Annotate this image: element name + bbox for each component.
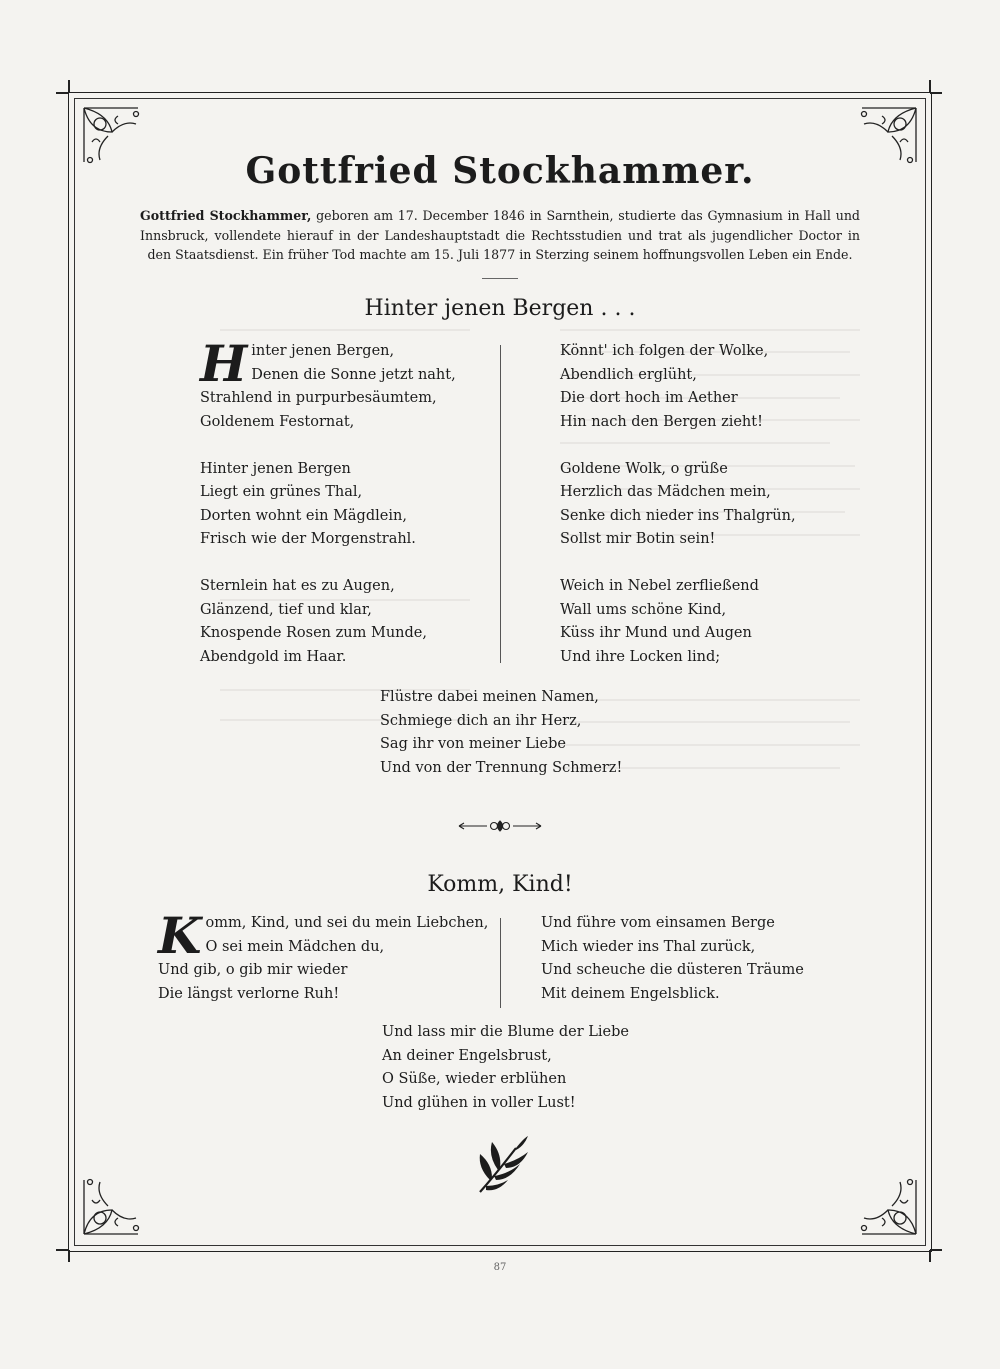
frame-extension-line [930,1249,942,1251]
verse-line: Und scheuche die düsteren Träume [541,962,804,978]
frame-extension-line [929,1250,931,1262]
verse-line: Goldenem Festornat, [200,413,355,430]
verse-line: Flüstre dabei meinen Namen, [380,689,599,705]
poem1-left-column [200,334,490,693]
verse-line: An deiner Engelsbrust, [382,1047,552,1064]
poem-title-1: Hinter jenen Bergen . . . [364,296,636,321]
verse-line: Und führe vom einsamen Berge [541,915,775,931]
frame-extension-line [929,80,931,92]
verse-line: Mich wieder ins Thal zurück, [541,938,756,955]
verse-line: Glänzend, tief und klar, [200,601,372,618]
verse-line: Sollst mir Botin sein! [560,531,716,547]
stanza [200,458,490,552]
poem1-right-column [560,340,860,693]
frame-extension-line [56,92,68,94]
frame-extension-line [68,80,70,92]
verse-line: Und gib, o gib mir wieder [158,962,348,978]
divider-ornament-icon [455,818,545,834]
bio-name: Gottfried Stockhammer, [140,208,312,223]
biography-paragraph [140,206,860,265]
verse-line: Herzlich das Mädchen mein, [560,484,771,500]
verse-line: Goldene Wolk, o grüße [560,460,728,477]
poem1-center-stanza [380,686,680,780]
verse-line: Hinter jenen Bergen [200,460,351,477]
stanza [560,458,860,552]
drop-cap-initial: H [200,334,248,393]
section-rule [482,278,518,279]
poem2-left-column [158,906,493,1006]
column-divider [500,345,501,663]
verse-line: Schmiege dich an ihr Herz, [380,712,582,729]
verse-line: Könnt' ich folgen der Wolke, [560,343,769,359]
verse-line: O sei mein Mädchen du, [205,938,385,955]
stanza [560,340,860,434]
column-divider [500,918,501,1008]
verse-line: Knospende Rosen zum Munde, [200,625,427,641]
poem2-right-column [541,912,841,1006]
verse-line: Mit deinem Engelsblick. [541,985,720,1002]
verse-line: Und ihre Locken lind; [560,648,721,665]
verse-line: Küss ihr Mund und Augen [560,625,752,641]
verse-line: Und lass mir die Blume der Liebe [382,1024,629,1040]
verse-line: Frisch wie der Morgenstrahl. [200,531,416,547]
verse-line: Sternlein hat es zu Augen, [200,578,395,594]
verse-line: Hin nach den Bergen zieht! [560,413,763,430]
frame-extension-line [56,1249,68,1251]
corner-ornament-icon [78,1170,148,1240]
leaf-branch-icon [472,1134,532,1196]
verse-line: Denen die Sonne jetzt naht, [251,366,456,383]
poem-title-2: Komm, Kind! [427,872,573,897]
verse-line: Sag ihr von meiner Liebe [380,736,566,752]
verse-line: Die dort hoch im Aether [560,390,738,406]
stanza [200,334,490,434]
verse-line: inter jenen Bergen, [251,343,395,359]
page-title: Gottfried Stockhammer. [245,150,755,192]
corner-ornament-icon [852,1170,922,1240]
verse-line: Die längst verlorne Ruh! [158,985,340,1002]
verse-line: omm, Kind, und sei du mein Liebchen, [205,915,489,931]
frame-extension-line [930,92,942,94]
frame-extension-line [68,1250,70,1262]
verse-line: Wall ums schöne Kind, [560,601,727,618]
verse-line: Senke dich nieder ins Thalgrün, [560,507,796,524]
verse-line: Weich in Nebel zerfließend [560,578,759,594]
verse-line: Liegt ein grünes Thal, [200,484,363,500]
verse-line: Und von der Trennung Schmerz! [380,759,623,776]
drop-cap-initial: K [158,906,202,965]
poem2-center-stanza [382,1021,682,1115]
verse-line: Abendgold im Haar. [200,648,347,665]
page-number: 87 [493,1262,507,1273]
stanza [560,575,860,669]
verse-line: O Süße, wieder erblühen [382,1071,567,1087]
verse-line: Abendlich erglüht, [560,366,697,383]
bio-text: geboren am 17. December 1846 in Sarnthein, studierte das Gymnasium in Hall und Innsbruck, vollendete hierauf in der Landeshauptstadt die Rechtsstudien und trat als jugendlicher Doctor in den Staatsdienst. Ein früher Tod machte am 15. Juli 1877 in Sterzing seinem hoffnungsvollen Leben ein Ende. [140,208,860,262]
verse-line: Und glühen in voller Lust! [382,1094,576,1111]
stanza [200,575,490,669]
verse-line: Dorten wohnt ein Mägdlein, [200,507,407,524]
verse-line: Strahlend in purpurbesäumtem, [200,390,437,406]
